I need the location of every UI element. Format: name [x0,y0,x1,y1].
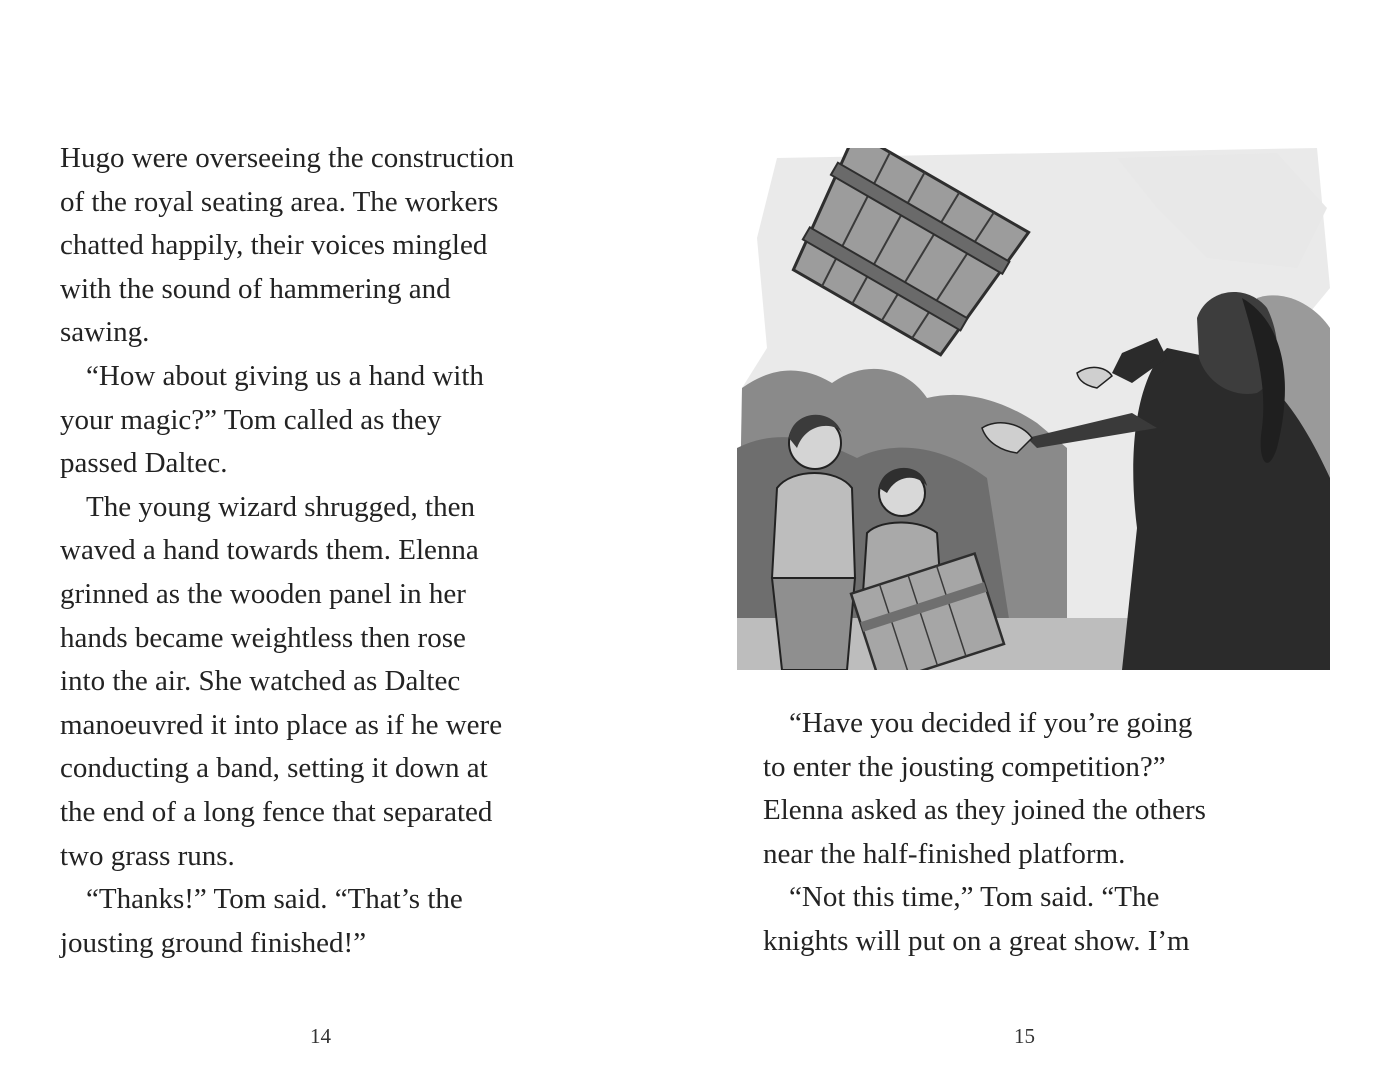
text-line: Elenna asked as they joined the others [763,794,1206,827]
page-number: 14 [310,1024,331,1048]
right-page-text [763,702,1323,964]
text-line: chatted happily, their voices mingled [60,229,488,262]
text-line: “How about giving us a hand with [86,359,484,392]
text-line: grinned as the wooden panel in her [60,577,466,610]
text-line: with the sound of hammering and [60,272,451,305]
left-page-text [60,137,600,965]
page-number: 15 [1014,1024,1035,1048]
text-line: two grass runs. [60,839,235,872]
text-line: “Not this time,” Tom said. “The [789,881,1160,914]
text-line: near the half-finished platform. [763,837,1126,870]
text-line: manoeuvred it into place as if he were [60,708,503,741]
text-line: waved a hand towards them. Elenna [60,534,479,567]
text-line: sawing. [60,316,150,349]
text-line: jousting ground finished!” [60,926,367,959]
text-line: conducting a band, setting it down at [60,752,488,785]
right-page [687,0,1374,1080]
text-line: Hugo were overseeing the construction [60,142,515,174]
text-line: to enter the jousting competition?” [763,750,1166,783]
text-line: into the air. She watched as Daltec [60,665,461,698]
text-line: “Have you decided if you’re going [789,707,1193,739]
text-line: your magic?” Tom called as they [60,403,442,436]
text-line: “Thanks!” Tom said. “That’s the [86,883,463,916]
text-line: The young wizard shrugged, then [86,490,475,523]
text-line: knights will put on a great show. I’m [763,924,1190,957]
text-line: of the royal seating area. The workers [60,185,499,218]
text-line: hands became weightless then rose [60,621,466,654]
illustration [737,148,1330,670]
text-line: passed Daltec. [60,447,228,480]
text-line: the end of a long fence that separated [60,795,493,828]
